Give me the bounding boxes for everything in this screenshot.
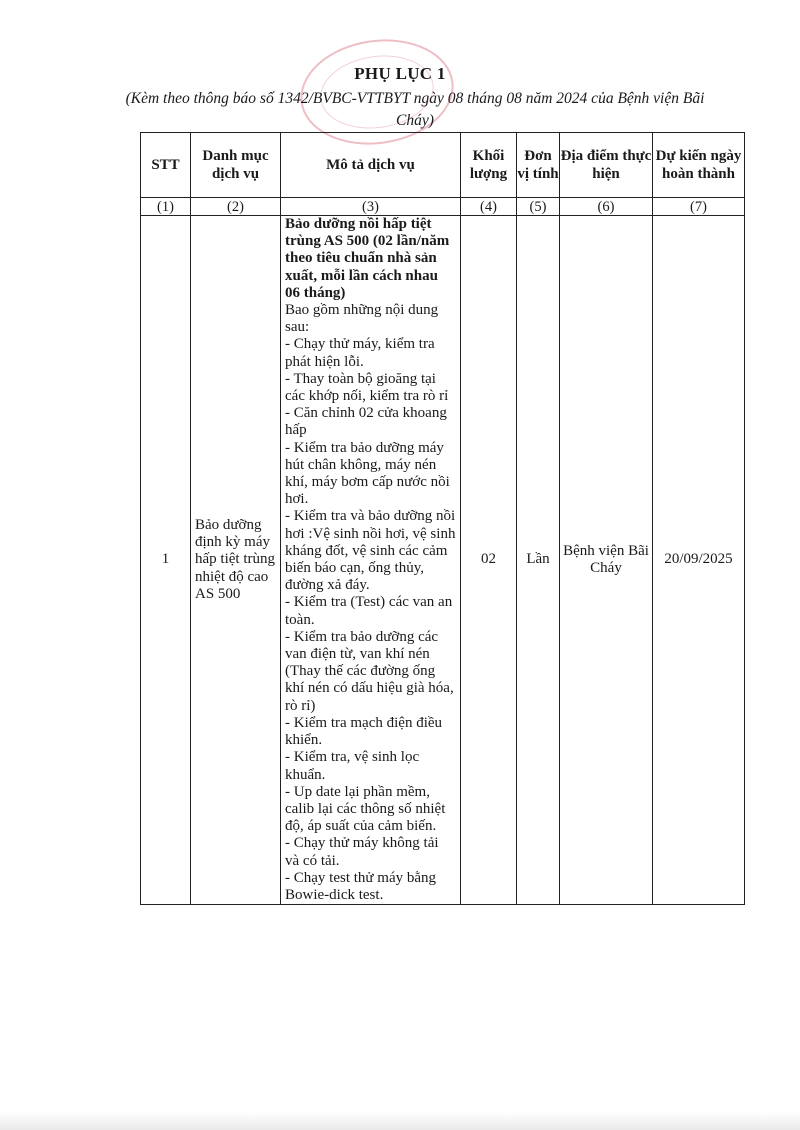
column-number: (2): [191, 198, 281, 216]
column-number-row: [141, 198, 745, 216]
column-number: (1): [141, 198, 191, 216]
cell-unit: Lần: [517, 216, 560, 905]
cell-completion-date: 20/09/2025: [653, 216, 745, 905]
cell-service: Bảo dưỡng định kỳ máy hấp tiệt trùng nhiệt độ cao AS 500: [191, 216, 281, 905]
column-header-location: Địa điểm thực hiện: [560, 133, 653, 198]
column-number: (7): [653, 198, 745, 216]
scan-bottom-edge: [0, 1112, 800, 1130]
description-line: - Thay toàn bộ gioăng tại các khớp nối, kiểm tra rò rỉ: [285, 370, 449, 405]
description-line: - Up date lại phần mềm, calib lại các thông số nhiệt độ, áp suất của cảm biến.: [285, 783, 446, 835]
description-line: - Chạy thử máy không tải và có tải.: [285, 835, 439, 869]
cell-description: [281, 216, 461, 905]
description-title: Bảo dưỡng nồi hấp tiệt trùng AS 500 (02 lần/năm theo tiêu chuẩn nhà sản xuất, mỗi lần cách nhau 06 tháng): [285, 216, 450, 301]
description-line: - Chạy thử máy, kiểm tra phát hiện lỗi.: [285, 336, 435, 370]
description-line: - Kiểm tra mạch điện điều khiển.: [285, 714, 443, 749]
column-header-stt: STT: [141, 133, 191, 198]
description-line: - Kiểm tra và bảo dưỡng nồi hơi :Vệ sinh nồi hơi, vệ sinh kháng đốt, vệ sinh các cảm biến báo cạn, ống thủy, đường xả đáy.: [285, 508, 456, 594]
cell-quantity: 02: [461, 216, 517, 905]
description-line: - Kiểm tra (Test) các van an toàn.: [285, 594, 453, 628]
cell-location: Bệnh viện Bãi Cháy: [560, 216, 653, 905]
table-header-row: [141, 133, 745, 198]
column-header-service: Danh mục dịch vụ: [191, 133, 281, 198]
column-header-description: Mô tả dịch vụ: [281, 133, 461, 198]
table-row: [141, 216, 745, 905]
column-number: (6): [560, 198, 653, 216]
column-number: (4): [461, 198, 517, 216]
description-line: - Kiểm tra, vệ sinh lọc khuẩn.: [285, 749, 420, 783]
cell-stt: 1: [141, 216, 191, 905]
column-number: (5): [517, 198, 560, 216]
column-header-quantity: Khối lượng: [461, 133, 517, 198]
description-line: - Kiểm tra bảo dưỡng các van điện từ, van khí nén (Thay thế các đường ống khí nén có dấu hiệu già hóa, rò rỉ): [285, 628, 454, 714]
description-line: - Căn chỉnh 02 cửa khoang hấp: [285, 405, 447, 439]
column-header-completion-date: Dự kiến ngày hoàn thành: [653, 133, 745, 198]
document-title: PHỤ LỤC 1: [354, 64, 446, 83]
column-number: (3): [281, 198, 461, 216]
description-line: - Chạy test thử máy bằng Bowie-dick test.: [285, 869, 437, 903]
service-table: [140, 132, 745, 905]
description-line: - Kiểm tra bảo dưỡng máy hút chân không, máy nén khí, máy bơm cấp nước nồi hơi.: [285, 439, 450, 508]
description-line: Bao gồm những nội dung sau:: [285, 302, 439, 336]
document-subtitle: (Kèm theo thông báo số 1342/BVBC-VTTBYT ngày 08 tháng 08 năm 2024 của Bệnh viện Bãi Cháy): [125, 90, 705, 129]
column-header-unit: Đơn vị tính: [517, 133, 560, 198]
